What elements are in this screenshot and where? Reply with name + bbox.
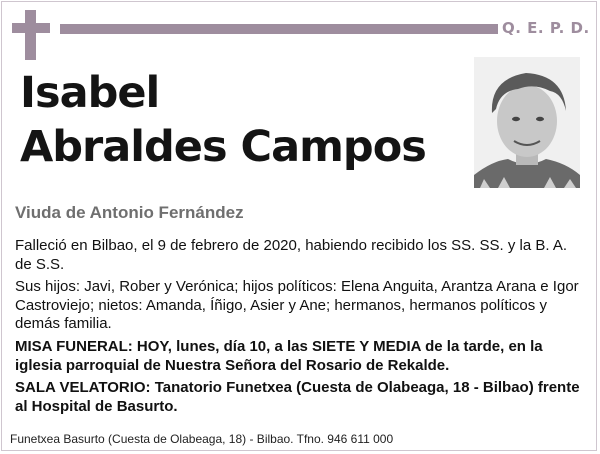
- funeral-mass-paragraph: MISA FUNERAL: HOY, lunes, día 10, a las SIETE Y MEDIA de la tarde, en la iglesia parroquial de Nuestra Señora del Rosario de Rekalde.: [15, 337, 543, 374]
- funeral-home-footer: Funetxea Basurto (Cuesta de Olabeaga, 18) - Bilbao. Tfno. 946 611 000: [10, 432, 394, 446]
- wake-room-paragraph: SALA VELATORIO: Tanatorio Funetxea (Cuesta de Olabeaga, 18 - Bilbao) frente al Hospital de Basurto.: [15, 379, 580, 415]
- widow-of-line: Viuda de Antonio Fernández: [15, 203, 244, 222]
- qepd-label: Q. E. P. D.: [502, 19, 590, 37]
- portrait-photo: [474, 57, 580, 188]
- header-rule: [60, 24, 498, 34]
- obituary-body: [15, 237, 587, 420]
- death-paragraph: Falleció en Bilbao, el 9 de febrero de 2020, habiendo recibido los SS. SS. y la B. A. de S.S.: [15, 237, 568, 273]
- deceased-name: [20, 66, 426, 174]
- name-second-line: Abraldes Campos: [20, 122, 426, 172]
- name-first-line: Isabel: [20, 68, 160, 118]
- portrait-image: [474, 57, 580, 188]
- family-paragraph: Sus hijos: Javi, Rober y Verónica; hijos políticos: Elena Anguita, Arantza Arana e Igor Castroviejo; nietos: Amanda, Íñigo, Asier y Ane; hermanos, hermanos políticos y demás familia.: [15, 278, 579, 333]
